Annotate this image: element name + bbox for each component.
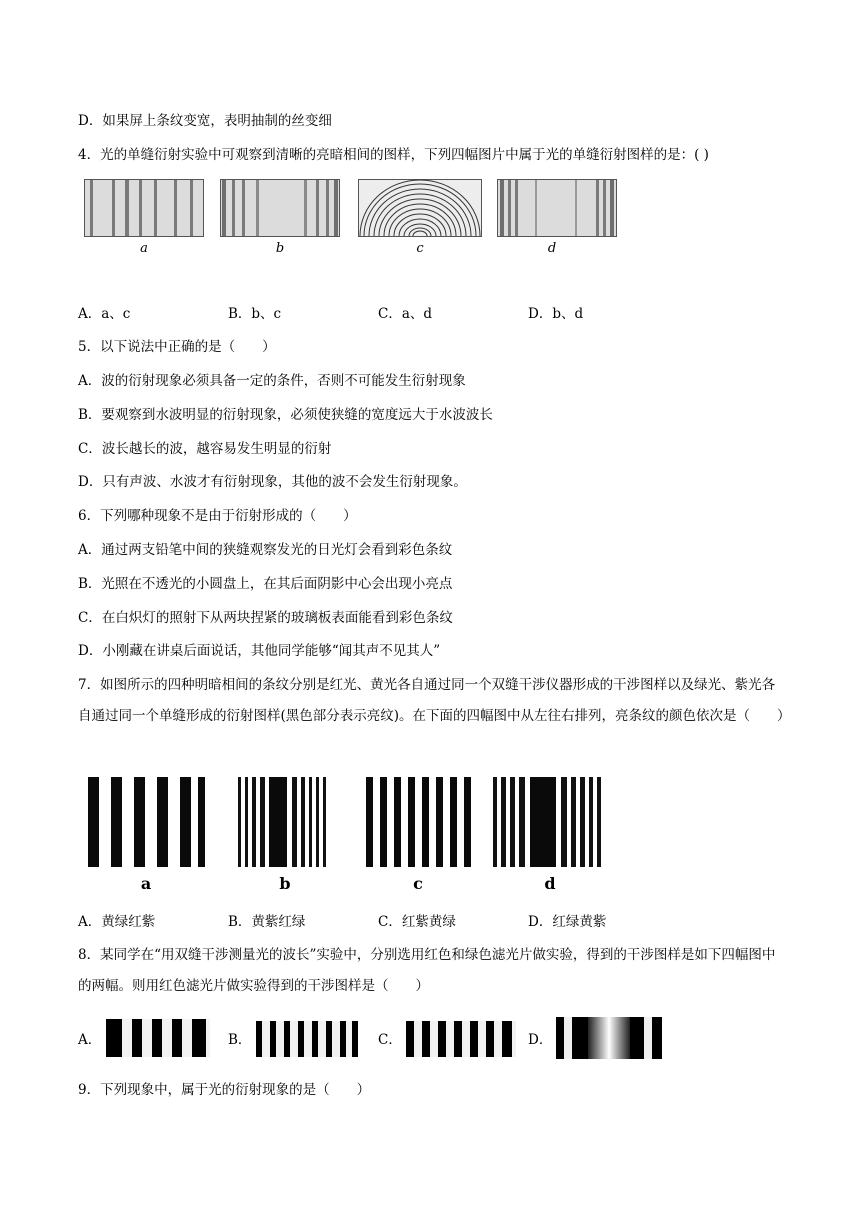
q7-figure-a [86,777,206,867]
q6-stem: 6．下列哪种现象不是由于衍射形成的（ ） [78,508,357,524]
q7-figure-b [237,777,333,867]
q8-option-a[interactable]: A． [78,1032,102,1048]
q7-option-d[interactable]: D．红绿黄紫 [528,914,607,930]
q7-caption-a: a [140,874,152,893]
q8-figure-a [106,1019,210,1057]
q7-caption-d: d [544,874,556,893]
q4-option-d[interactable]: D．b、d [528,306,584,322]
q5-option-b[interactable]: B．要观察到水波明显的衍射现象，必须使狭缝的宽度远大于水波波长 [78,407,493,423]
q7-figure-c [366,777,474,867]
q3-option-d: D．如果屏上条纹变宽，表明抽制的丝变细 [78,113,332,129]
q4-figure-c [358,179,482,237]
q5-option-d[interactable]: D．只有声波、水波才有衍射现象，其他的波不会发生衍射现象。 [78,474,467,490]
q4-figure-b [220,179,340,237]
q4-figure-d [497,179,617,237]
q8-stem: 8．某同学在“用双缝干涉测量光的波长”实验中，分别选用红色和绿色滤光片做实验，得到的干涉图样是如下四幅图中的两幅。则用红色滤光片做实验得到的干涉图样是（ ） [78,947,776,994]
q4-caption-a: a [140,241,148,256]
q4-figure-a [84,179,204,237]
q7-option-a[interactable]: A．黄绿红紫 [78,914,156,930]
q7-caption-c: c [413,874,423,893]
q8-option-c[interactable]: C． [378,1032,402,1048]
q5-stem: 5．以下说法中正确的是（ ） [78,339,276,355]
q5-option-c[interactable]: C．波长越长的波，越容易发生明显的衍射 [78,441,332,457]
q8-figure-b [256,1021,358,1057]
q4-caption-b: b [275,241,285,256]
q4-caption-d: d [547,241,557,256]
q6-option-d[interactable]: D．小刚藏在讲桌后面说话，其他同学能够“闻其声不见其人” [78,643,441,659]
q9-stem: 9．下列现象中，属于光的衍射现象的是（ ） [78,1082,371,1098]
q4-option-c[interactable]: C．a、d [378,306,433,322]
q7-option-b[interactable]: B．黄紫红绿 [228,914,306,930]
q6-option-b[interactable]: B．光照在不透光的小圆盘上，在其后面阴影中心会出现小亮点 [78,576,453,592]
q8-option-b[interactable]: B． [228,1032,252,1048]
q8-figure-c [406,1021,516,1057]
q6-option-c[interactable]: C．在白炽灯的照射下从两块捏紧的玻璃板表面能看到彩色条纹 [78,610,453,626]
q8-figure-d [556,1017,662,1059]
q7-caption-b: b [279,874,291,893]
q4-caption-c: c [416,241,424,256]
q5-option-a[interactable]: A．波的衍射现象必须具备一定的条件，否则不可能发生衍射现象 [78,373,466,389]
q4-option-b[interactable]: B．b、c [228,306,282,322]
q4-stem: 4．光的单缝衍射实验中可观察到清晰的亮暗相间的图样，下列四幅图片中属于光的单缝衍射图样的是：( ) [78,147,709,163]
q7-stem: 7．如图所示的四种明暗相间的条纹分别是红光、黄光各自通过同一个双缝干涉仪器形成的干涉图样以及绿光、紫光各自通过同一个单缝形成的衍射图样(黑色部分表示亮纹)。在下面的四幅图中从左往右排列，亮条纹的颜色依次是（ ） [78,677,791,724]
q7-option-c[interactable]: C．红紫黄绿 [378,914,456,930]
q4-option-a[interactable]: A．a、c [78,306,131,322]
q7-figure-d [491,777,605,867]
q8-option-d[interactable]: D． [528,1032,553,1048]
q6-option-a[interactable]: A．通过两支铅笔中间的狭缝观察发光的日光灯会看到彩色条纹 [78,542,453,558]
